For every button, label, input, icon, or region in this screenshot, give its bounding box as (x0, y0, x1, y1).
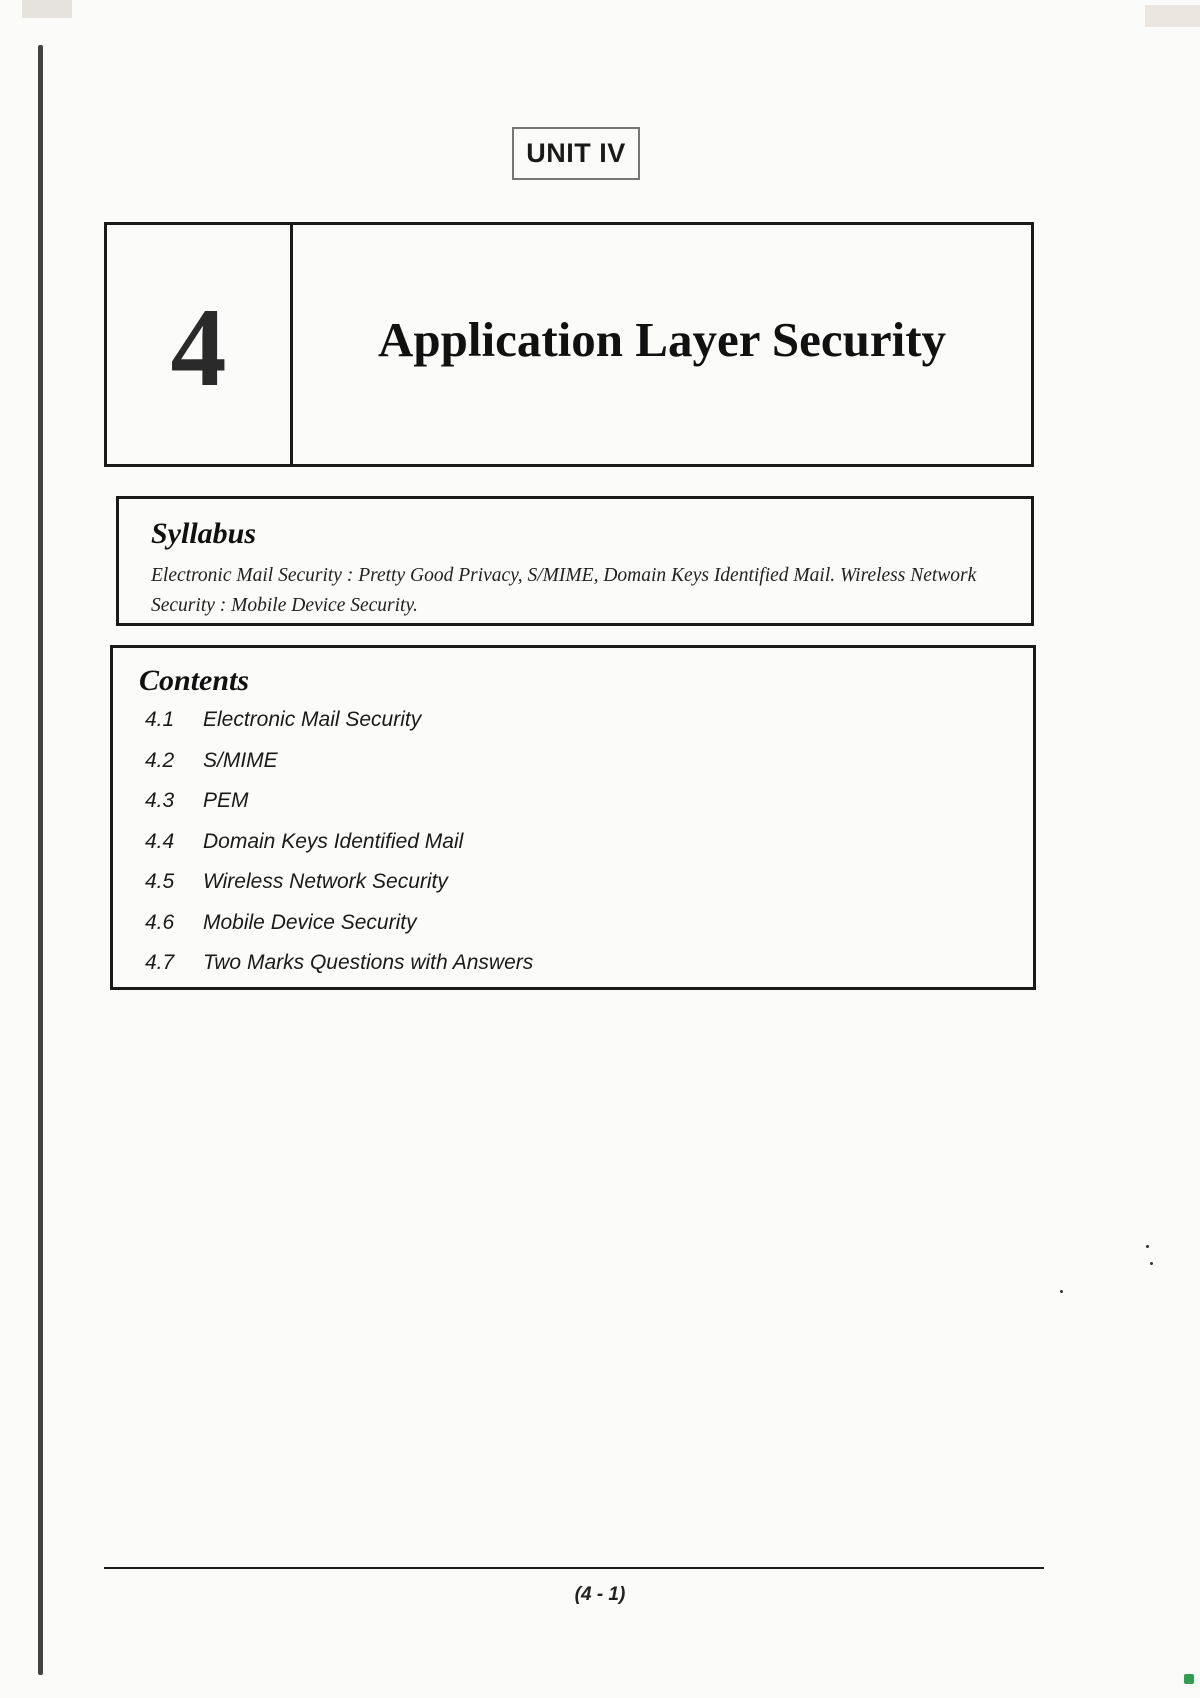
toc-number: 4.7 (145, 951, 175, 974)
toc-label: Wireless Network Security (203, 870, 448, 893)
toc-number: 4.5 (145, 870, 175, 893)
toc-number: 4.2 (145, 748, 175, 772)
toc-label: Domain Keys Identified Mail (203, 829, 464, 853)
toc-number: 4.4 (145, 829, 175, 853)
contents-box (110, 645, 1036, 990)
toc-item-domain-keys-identified-mail[interactable] (139, 830, 1013, 871)
scan-shadow-right (1145, 5, 1200, 27)
chapter-title: Application Layer Security (377, 312, 947, 367)
scan-speck (1146, 1245, 1149, 1248)
unit-label: UNIT IV (512, 127, 640, 180)
scan-shadow-left (22, 0, 72, 18)
toc-number: 4.6 (145, 910, 175, 934)
page-number: (4 - 1) (574, 1584, 626, 1605)
toc-label: PEM (203, 789, 249, 812)
toc-list (139, 708, 1013, 992)
syllabus-heading: Syllabus (151, 517, 257, 550)
toc-item-smime[interactable] (139, 749, 1013, 790)
toc-label: S/MIME (203, 748, 278, 772)
toc-number: 4.1 (145, 708, 175, 731)
toc-item-mobile-device-security[interactable] (139, 911, 1013, 952)
toc-item-pem[interactable] (139, 789, 1013, 830)
toc-label: Electronic Mail Security (203, 708, 422, 731)
toc-number: 4.3 (145, 789, 175, 812)
scan-speck (1060, 1290, 1063, 1293)
scanner-app-icon (1184, 1674, 1194, 1684)
toc-label: Mobile Device Security (203, 910, 417, 934)
syllabus-box (116, 496, 1034, 626)
footer-rule (104, 1567, 1044, 1569)
contents-heading: Contents (139, 664, 250, 697)
syllabus-text: Electronic Mail Security : Pretty Good Privacy, S/MIME, Domain Keys Identified Mail. Wireless Network Security : Mobile Device Security. (151, 565, 977, 616)
toc-item-two-marks-questions[interactable] (139, 951, 1013, 992)
scanner-watermark (1184, 1674, 1194, 1684)
chapter-header (104, 222, 1034, 467)
toc-label: Two Marks Questions with Answers (203, 951, 534, 974)
toc-item-wireless-network-security[interactable] (139, 870, 1013, 911)
scan-speck (1150, 1262, 1153, 1265)
binding-edge (38, 45, 43, 1675)
chapter-number: 4 (107, 225, 293, 464)
toc-item-electronic-mail-security[interactable] (139, 708, 1013, 749)
